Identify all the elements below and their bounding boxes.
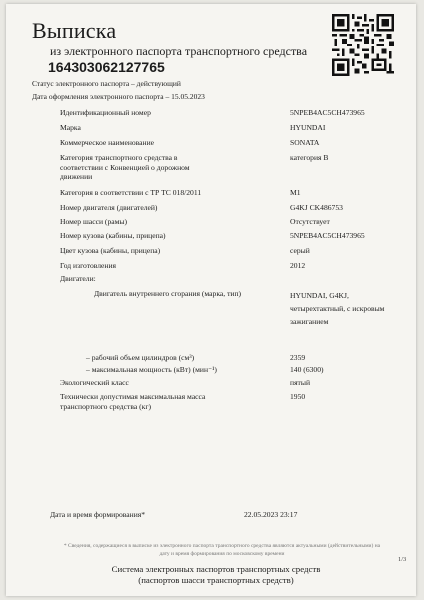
page-number: 1/3 bbox=[398, 556, 407, 563]
field-label: Экологический класс bbox=[60, 378, 129, 387]
field-label: Коммерческое наименование bbox=[60, 138, 155, 147]
field-value: 2012 bbox=[290, 261, 306, 270]
field-label: Категория в соответствии с ТР ТС 018/2011 bbox=[60, 188, 202, 197]
engine-volume-label: – рабочий объем цилиндров (см³) bbox=[86, 353, 195, 362]
passport-number: 164303062127765 bbox=[48, 59, 165, 75]
field-label: Технически допустимая максимальная масса транспортного средства (кг) bbox=[60, 392, 206, 411]
document-page bbox=[6, 4, 416, 596]
field-label: Категория транспортного средства в соответствии с Конвенцией о дорожном движении bbox=[60, 153, 190, 182]
engine-value: HYUNDAI, G4KJ, четырехтактный, с искровым зажиганием bbox=[290, 291, 385, 326]
system-name: Система электронных паспортов транспортных средств (паспортов шасси транспортных средств) bbox=[111, 564, 321, 585]
field-value: 5NPEB4AC5CH473965 bbox=[290, 231, 365, 240]
passport-date: Дата оформления электронного паспорта – 15.05.2023 bbox=[32, 92, 205, 101]
field-value: серый bbox=[290, 246, 310, 255]
field-value: пятый bbox=[290, 378, 311, 387]
field-label: Номер шасси (рамы) bbox=[60, 217, 128, 226]
formed-date-label: Дата и время формирования* bbox=[50, 510, 146, 519]
passport-status: Статус электронного паспорта – действующий bbox=[32, 79, 181, 88]
field-value: Отсутствует bbox=[290, 217, 330, 226]
field-value: категория B bbox=[290, 153, 329, 162]
field-value: M1 bbox=[290, 188, 301, 197]
field-value: 1950 bbox=[290, 392, 306, 401]
engine-power-label: – максимальная мощность (кВт) (мин⁻¹) bbox=[86, 365, 217, 374]
engine-volume-value: 2359 bbox=[290, 353, 306, 362]
field-value: G4KJ CK486753 bbox=[290, 203, 343, 212]
formed-date-value: 22.05.2023 23:17 bbox=[244, 510, 298, 519]
engine-label: Двигатель внутреннего сгорания (марка, тип) bbox=[94, 289, 242, 298]
field-label: Идентификационный номер bbox=[60, 108, 151, 117]
document-title: Выписка bbox=[32, 18, 117, 43]
field-label: Номер кузова (кабины, прицепа) bbox=[60, 231, 166, 240]
field-label: Марка bbox=[60, 123, 81, 132]
field-label: Год изготовления bbox=[60, 261, 117, 270]
field-label: Двигатели: bbox=[60, 274, 96, 283]
field-value: 5NPEB4AC5CH473965 bbox=[290, 108, 365, 117]
document-subtitle: из электронного паспорта транспортного средства bbox=[50, 44, 308, 58]
field-label: Номер двигателя (двигателей) bbox=[60, 203, 158, 212]
engine-power-value: 140 (6300) bbox=[290, 365, 324, 374]
field-value: HYUNDAI bbox=[290, 123, 326, 132]
qr-code-icon bbox=[332, 14, 394, 76]
field-label: Цвет кузова (кабины, прицепа) bbox=[60, 246, 161, 255]
field-value: SONATA bbox=[290, 138, 320, 147]
footnote: * Сведения, содержащиеся в выписке из электронного паспорта транспортного средства являются актуальными (действительными) на дату и время формирования по московскому времени bbox=[63, 543, 381, 557]
